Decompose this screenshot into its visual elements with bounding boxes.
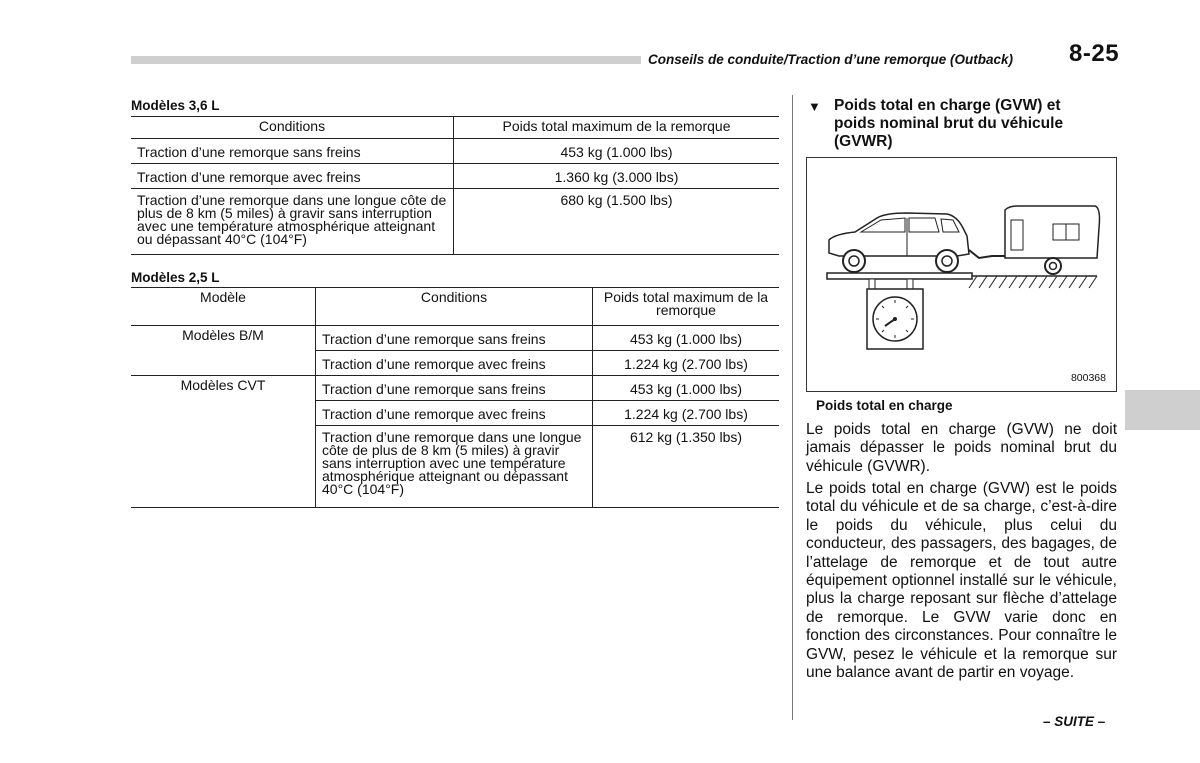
table-2-5l bbox=[131, 287, 779, 508]
table2-cell: 1.224 kg (2.700 lbs) bbox=[593, 401, 780, 426]
table1-cell: 453 kg (1.000 lbs) bbox=[454, 139, 780, 164]
table2-header-weight: Poids total maximum de la remorque bbox=[603, 289, 769, 318]
paragraph-2: Le poids total en charge (GVW) est le poids total du véhicule et de sa charge, c’est-à-dire le poids du véhicule, plus celui du conducteur, des passagers, des bagages, de l’attelage de remorque et de tout autre équipement optionnel installé sur le véhicule, plus la charge reposant sur flèche d’attelage de remorque. Le GVW varie donc en fonction des circonstances. Pour connaître le GVW, pesez le véhicule et la remorque sur une balance avant de partir en voyage. bbox=[806, 480, 1117, 682]
table2-header-conditions: Conditions bbox=[316, 288, 593, 326]
table2-cell: Traction d’une remorque sans freins bbox=[316, 376, 593, 401]
header-rule bbox=[131, 56, 641, 64]
table2-cell: 1.224 kg (2.700 lbs) bbox=[593, 351, 780, 376]
table2-model-cvt: Modèles CVT bbox=[131, 376, 316, 508]
column-divider bbox=[792, 95, 793, 720]
table1-header-conditions: Conditions bbox=[131, 117, 454, 139]
page-number: 8-25 bbox=[1069, 40, 1120, 67]
table2-cell: Traction d’une remorque avec freins bbox=[316, 401, 593, 426]
table1-cell: Traction d’une remorque sans freins bbox=[131, 139, 454, 164]
table2-header-model: Modèle bbox=[131, 288, 316, 326]
table1-title: Modèles 3,6 L bbox=[131, 98, 220, 113]
table1-cell: 1.360 kg (3.000 lbs) bbox=[454, 164, 780, 189]
table2-title: Modèles 2,5 L bbox=[131, 270, 220, 285]
table1-cell: Traction d’une remorque avec freins bbox=[131, 164, 454, 189]
figure-code: 800368 bbox=[1070, 372, 1106, 384]
table1-cell: 680 kg (1.500 lbs) bbox=[454, 189, 780, 255]
table2-cell: 453 kg (1.000 lbs) bbox=[593, 326, 780, 351]
continued-label: – SUITE – bbox=[1043, 714, 1106, 729]
paragraph-1: Le poids total en charge (GVW) ne doit jamais dépasser le poids nominal brut du véhicule (GVWR). bbox=[806, 421, 1117, 475]
chapter-tab bbox=[1125, 390, 1200, 430]
car-trailer-scale-illustration bbox=[807, 158, 1116, 391]
triangle-down-icon: ▼ bbox=[808, 99, 821, 114]
table2-cell: Traction d’une remorque dans une longue côte de plus de 8 km (5 miles) à gravir sans interruption avec une température atmosphérique atteignant ou dépassant 40°C (104°F) bbox=[316, 426, 593, 508]
table2-cell: Traction d’une remorque avec freins bbox=[316, 351, 593, 376]
table1-cell: Traction d’une remorque dans une longue côte de plus de 8 km (5 miles) à gravir sans interruption avec une température atmosphérique atteignant ou dépassant 40°C (104°F) bbox=[131, 189, 454, 255]
table2-model-bm: Modèles B/M bbox=[131, 326, 316, 376]
figure-caption: Poids total en charge bbox=[816, 398, 953, 413]
table2-cell: 612 kg (1.350 lbs) bbox=[593, 426, 780, 508]
section-title: Conseils de conduite/Traction d’une remorque (Outback) bbox=[648, 52, 1014, 67]
gvw-heading-text: Poids total en charge (GVW) et poids nominal brut du véhicule (GVWR) bbox=[834, 97, 1064, 150]
table1-header-weight: Poids total maximum de la remorque bbox=[454, 117, 780, 139]
table2-cell: Traction d’une remorque sans freins bbox=[316, 326, 593, 351]
gvw-figure bbox=[806, 157, 1117, 392]
table-3-6l bbox=[131, 116, 779, 255]
table2-cell: 453 kg (1.000 lbs) bbox=[593, 376, 780, 401]
